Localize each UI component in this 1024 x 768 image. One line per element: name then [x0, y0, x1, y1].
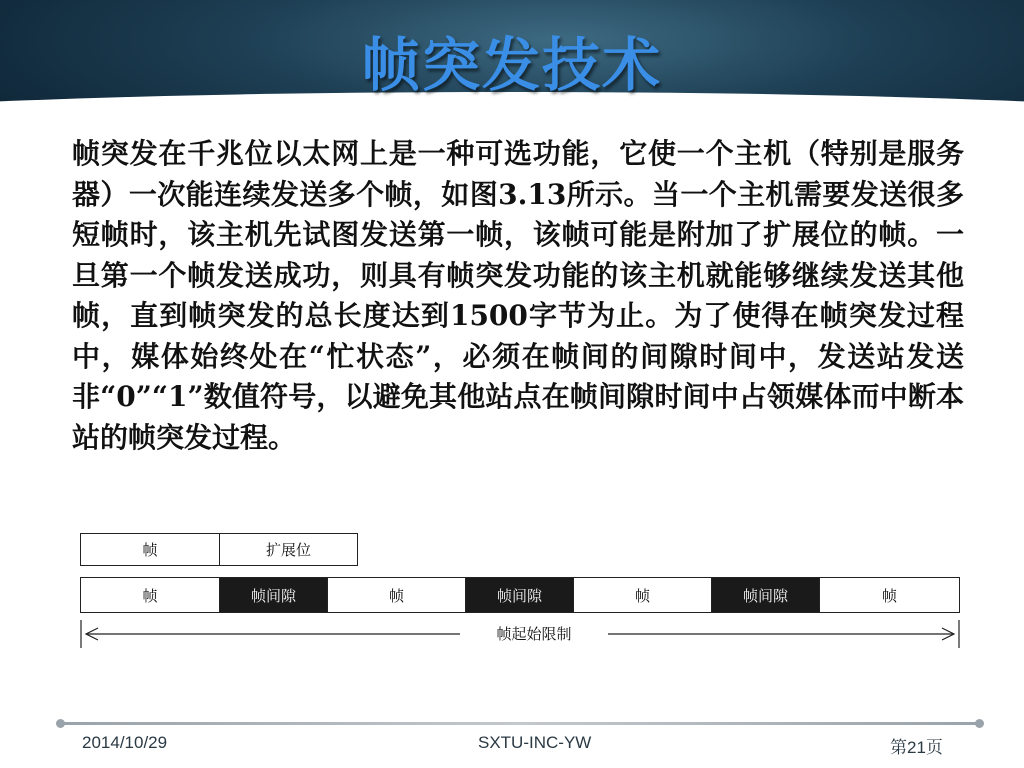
frame-cell: 帧: [81, 534, 219, 565]
footer-divider: [60, 722, 980, 725]
burst-limit-arrow: [80, 620, 960, 650]
frame-extension-row: [80, 533, 358, 566]
extension-cell: 扩展位: [219, 534, 357, 565]
frame-burst-row: [80, 577, 960, 613]
frame-cell: 帧: [327, 578, 465, 612]
footer-date: 2014/10/29: [82, 733, 168, 752]
footer-line-right-dot: [975, 719, 984, 728]
frame-cell: 帧: [573, 578, 711, 612]
burst-limit-span: [80, 620, 960, 650]
frame-cell: 帧: [819, 578, 959, 612]
slide-body-text: 帧突发在千兆位以太网上是一种可选功能，它使一个主机（特别是服务器）一次能连续发送多个帧，如图3.13所示。当一个主机需要发送很多短帧时，该主机先试图发送第一帧，该帧可能是附加了扩展位的帧。一旦第一个帧发送成功，则具有帧突发功能的该主机就能够继续发送其他帧，直到帧突发的总长度达到1500字节为止。为了使得在帧突发过程中，媒体始终处在“忙状态”，必须在帧间的间隙时间中，发送站发送非“0”“1”数值符号，以避免其他站点在帧间隙时间中占领媒体而中断本站的帧突发过程。: [72, 137, 964, 454]
frame-cell: 帧: [81, 578, 219, 612]
gap-cell: 帧间隙: [465, 578, 573, 612]
footer-page-number: 第21页: [890, 738, 943, 757]
burst-limit-label: 帧起始限制: [496, 625, 572, 643]
gap-cell: 帧间隙: [711, 578, 819, 612]
slide-title: 帧突发技术: [361, 31, 662, 99]
gap-cell: 帧间隙: [219, 578, 327, 612]
frame-burst-diagram: [80, 533, 960, 653]
footer-org: SXTU-INC-YW: [478, 733, 592, 752]
